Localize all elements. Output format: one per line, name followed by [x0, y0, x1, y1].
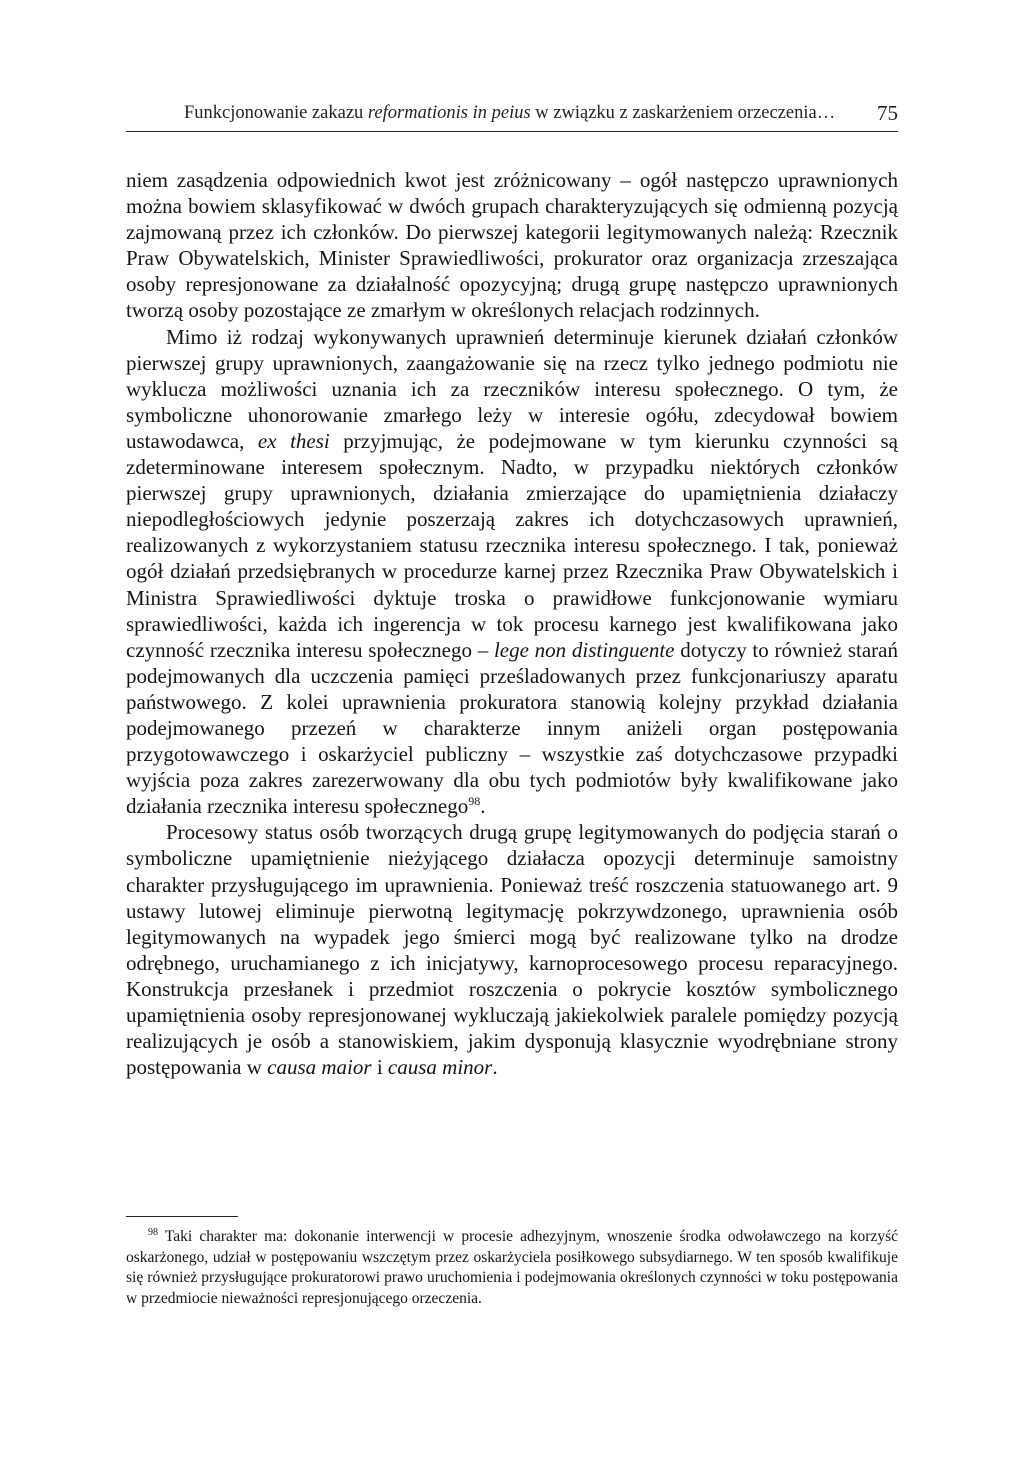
- paragraph-2-text-c: dotyczy to również starań podejmowanych dla uczczenia pamięci prześladowanych przez funkcjonariuszy aparatu państwowego. Z kolei uprawnienia prokuratora stanowią kolejny przykład działania podejmowanego przezeń w charakterze innym aniżeli organ postępowania przygotowawczego i oskarżyciel publiczny – wszystkie zaś dotychczasowe przypadki wyjścia poza zakres zarezerwowany dla obu tych podmiotów były kwalifikowane jako działania rzecznika interesu społecznego: [126, 637, 898, 819]
- page-number: 75: [877, 101, 898, 125]
- footnote-text: Taki charakter ma: dokonanie interwencji w procesie adhezyjnym, wnoszenie środka odwoławczego na korzyść oskarżonego, udział w postępowaniu wszczętym przez oskarżyciela posiłkowego subsydiarnego. W ten sposób kwalifikuje się również przysługujące prokuratorowi prawo uruchomienia i podejmowania określonych czynności w toku postępowania w przedmiocie nieważności represjonującego orzeczenia.: [126, 1228, 898, 1307]
- paragraph-3-text-a: Procesowy status osób tworzących drugą grupę legitymowanych do podjęcia starań o symboliczne upamiętnienie nieżyjącego działacza opozycji determinuje samoistny charakter przysługującego im uprawnienia. Ponieważ treść roszczenia statuowanego art. 9 ustawy lutowej eliminuje pierwotną legitymację pokrzywdzonego, uprawnienia osób legitymowanych na wypadek jego śmierci mogą być realizowane tylko na drodze odrębnego, uruchamianego z ich inicjatywy, karnoprocesowego procesu reparacyjnego. Konstrukcja przesłanek i przedmiot roszczenia o pokrycie kosztów symbolicznego upamiętnienia osoby represjonowanej wykluczają jakiekolwiek paralele pomiędzy pozycją realizujących je osób a stanowiskiem, jakim dysponują klasycznie wyodrębniane strony postępowania w: [126, 820, 898, 1080]
- body-text: [126, 167, 898, 1080]
- footnote-number: 98: [148, 1226, 158, 1238]
- header-title-end: w związku z zaskarżeniem orzeczenia…: [530, 103, 836, 123]
- paragraph-1: [126, 167, 898, 324]
- footnote: [126, 1227, 898, 1309]
- paragraph-3-italic-causa-minor: causa minor: [387, 1055, 493, 1080]
- paragraph-2: [126, 324, 898, 820]
- paragraph-3-italic-causa-maior: causa maior: [267, 1055, 372, 1080]
- paragraph-3-text-b: i: [371, 1055, 388, 1080]
- header-title: [184, 103, 835, 124]
- paragraph-2-text-b: przyjmując, że podejmowane w tym kierunku czynności są zdeterminowane interesem społecznym. Nadto, w przypadku niektórych członków pierwszej grupy uprawnionych, działania zmierzające do upamiętnienia działaczy niepodległościowych jedynie poszerzają zakres ich dotychczasowych uprawnień, realizowanych z wykorzystaniem statusu rzecznika interesu społecznego. I tak, ponieważ ogół działań przedsiębranych w procedurze karnej przez Rzecznika Praw Obywatelskich i Ministra Sprawiedliwości dyktuje troska o prawidłowe funkcjonowanie wymiaru sprawiedliwości, każda ich ingerencja w tok procesu karnego jest kwalifikowana jako czynność rzecznika interesu społecznego –: [126, 428, 899, 662]
- paragraph-1-text: niem zasądzenia odpowiednich kwot jest zróżnicowany – ogół następczo uprawnionych można bowiem sklasyfikować w dwóch grupach charakteryzujących się odmienną pozycją zajmowaną przez ich członków. Do pierwszej kategorii legitymowanych należą: Rzecznik Praw Obywatelskich, Minister Sprawiedliwości, prokurator oraz organizacja zrzeszająca osoby represjonowane za działalność opozycyjną; drugą grupę następczo uprawnionych tworzą osoby pozostające ze zmarłym w określonych relacjach rodzinnych.: [126, 168, 898, 323]
- paragraph-3: [126, 819, 898, 1080]
- header-title-italic: reformationis in peius: [367, 103, 531, 123]
- footnote-divider: [126, 1216, 238, 1217]
- paragraph-2-italic-lege: lege non distinguente: [493, 637, 675, 662]
- running-header: [126, 101, 898, 132]
- footnote-reference[interactable]: 98: [468, 794, 481, 809]
- paragraph-2-text-a: Mimo iż rodzaj wykonywanych uprawnień determinuje kierunek działań członków pierwszej grupy uprawnionych, zaangażowanie się na rzecz tylko jednego podmiotu nie wyklucza możliwości uznania ich za rzeczników interesu społecznego. O tym, że symboliczne uhonorowanie zmarłego leży w interesie ogółu, zdecydował bowiem ustawodawca,: [126, 324, 898, 453]
- paragraph-3-end: .: [492, 1055, 498, 1080]
- header-title-start: Funkcjonowanie zakazu: [184, 103, 368, 123]
- paragraph-2-end: .: [480, 794, 486, 819]
- paragraph-2-italic-ex-thesi: ex thesi: [257, 428, 330, 453]
